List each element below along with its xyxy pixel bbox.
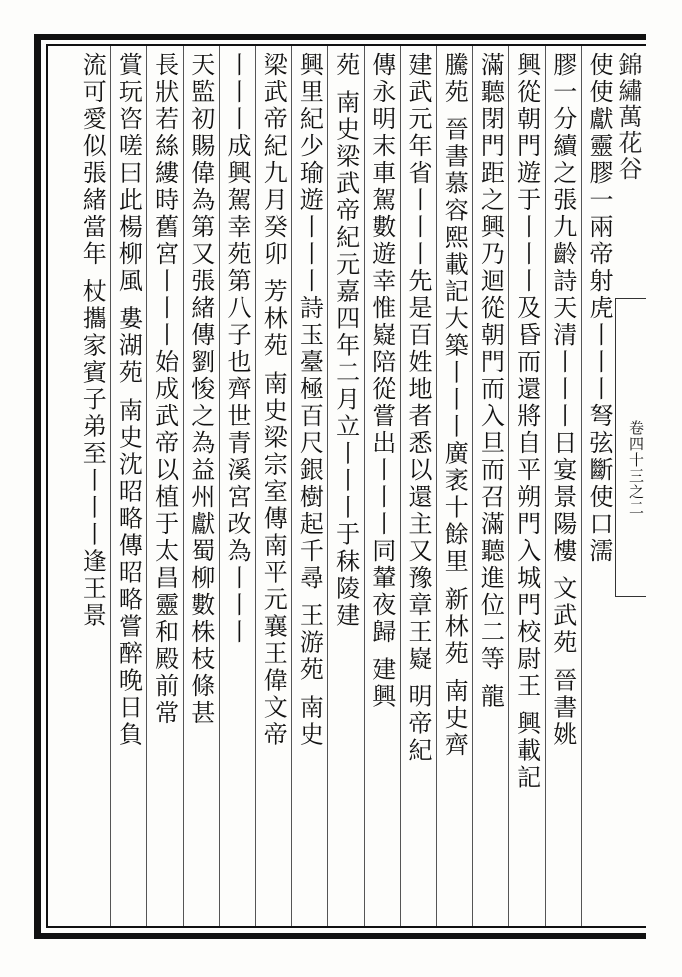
column-rule	[364, 46, 365, 926]
column-rule	[327, 46, 328, 926]
text-column: 膠一分續之張九齡詩天清丨丨丨日宴景陽樓 文武苑 晉書姚	[548, 52, 577, 749]
text-column: 興從朝門遊于丨丨丨及昏而還將自平朔門入城門校尉王 興載記	[512, 52, 541, 792]
margin-rule-bottom	[615, 596, 646, 597]
column-rule	[110, 46, 111, 926]
frame-inner-line-left	[46, 44, 48, 928]
frame-inner-line-top	[46, 44, 646, 46]
text-column: 丨丨丨成興駕幸苑第八子也齊世青溪宮改為丨丨丨	[223, 52, 251, 646]
column-rule	[400, 46, 401, 926]
text-column: 滿聽閉門距之興乃迴從朝門而入旦而召滿聽進位二等 龍	[476, 52, 505, 711]
text-column: 賞玩咨嗟曰此楊柳風 婁湖苑 南史沈昭略傳昭略嘗醉晚日負	[114, 52, 143, 749]
column-rule	[508, 46, 509, 926]
text-column: 天監初賜偉為第又張緒傳劉悛之為益州獻蜀柳數株枝條甚	[186, 52, 215, 727]
column-rule	[472, 46, 473, 926]
column-rule	[255, 46, 256, 926]
text-column: 流可愛似張緒當年 杖攜家賓子弟至丨丨丨逢王景	[78, 52, 107, 630]
text-column: 苑 南史梁武帝紀元嘉四年二月立丨丨丨于秣陵建	[331, 52, 360, 630]
margin-rule-top	[615, 298, 646, 299]
column-rule	[291, 46, 292, 926]
text-column: 騰苑 晉書慕容熙載記大築丨丨丨廣袤十餘里 新林苑 南史齊	[440, 52, 469, 759]
book-title-fragment: 錦繡萬花谷	[614, 52, 642, 182]
column-rule	[183, 46, 184, 926]
column-rule	[581, 46, 582, 926]
text-column: 建武元年省丨丨丨先是百姓地者悉以還主又豫章王嶷 明帝紀	[404, 52, 432, 765]
column-rule	[219, 46, 220, 926]
column-rule	[146, 46, 147, 926]
column-rule	[436, 46, 437, 926]
text-column: 使使獻靈膠一兩帝射虎丨丨丨弩弦斷使口濡	[585, 52, 613, 565]
text-column: 長狀若絲縷時舊宮丨丨丨始成武帝以植于太昌靈和殿前常	[150, 52, 179, 727]
text-column: 傳永明末車駕數遊幸惟嶷陪從嘗出丨丨丨同輦夜歸 建興	[367, 52, 396, 711]
volume-label: 卷四十三之二	[627, 420, 645, 516]
column-rule	[545, 46, 546, 926]
frame-inner-line-bottom	[46, 926, 646, 928]
text-column: 興里紀少瑜遊丨丨丨詩玉臺極百尺銀樹起千尋 王游苑 南史	[295, 52, 324, 749]
text-column: 梁武帝紀九月癸卯 芳林苑 南史梁宗室傳南平元襄王偉文帝	[259, 52, 288, 749]
